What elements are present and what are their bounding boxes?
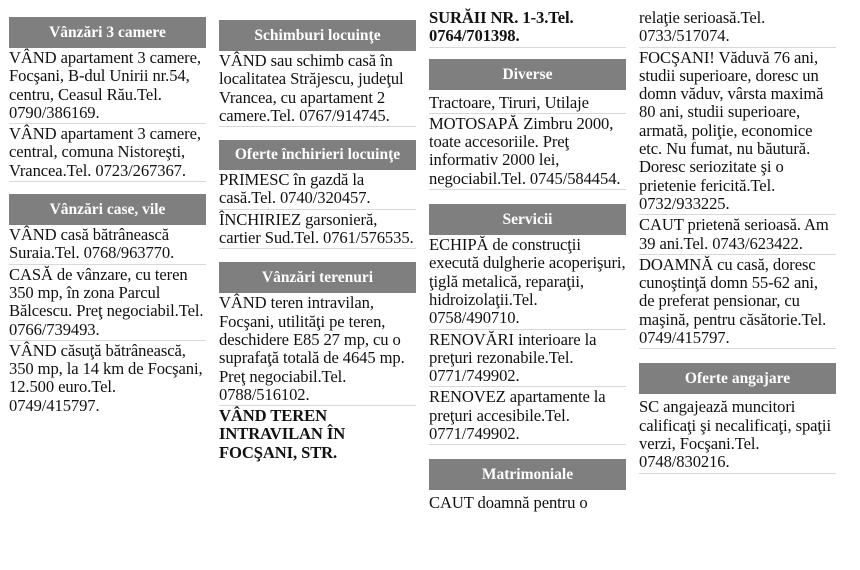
column-3 bbox=[429, 0, 626, 514]
section-header-matrimoniale: Matrimoniale bbox=[429, 459, 626, 490]
ad-item: Tractoare, Tiruri, Utilaje bbox=[429, 90, 626, 114]
ad-item: SC angajează muncitori calificaţi şi necalificaţi, spaţii verzi, Focşani.Tel. 0748/830216. bbox=[639, 394, 836, 473]
ad-item: CAUT prietenă serioasă. Am 39 ani.Tel. 0743/623422. bbox=[639, 215, 836, 255]
section-header-servicii: Servicii bbox=[429, 204, 626, 235]
section-header-vanzari-case-vile: Vânzări case, vile bbox=[9, 194, 206, 225]
ad-item: ÎNCHIRIEZ garsonieră, cartier Sud.Tel. 0761/576535. bbox=[219, 210, 416, 250]
ad-item: VÂND sau schimb casă în localitatea Străjescu, judeţul Vrancea, cu apartament 2 camere.Tel. 0767/914745. bbox=[219, 51, 416, 127]
ad-item: MOTOSAPĂ Zimbru 2000, toate accesoriile. Preţ informativ 2000 lei, negociabil.Tel. 0745/584454. bbox=[429, 114, 626, 190]
ad-item: ECHIPĂ de construcţii execută dulgherie acoperişuri, ţiglă metalică, reparaţii, hidroizolaţii.Tel. 0758/490710. bbox=[429, 235, 626, 329]
ad-item: RENOVEZ apartamente la preţuri accesibile.Tel. 0771/749902. bbox=[429, 387, 626, 445]
ad-item: VÂND căsuţă bătrânească, 350 mp, la 14 km de Focşani, 12.500 euro.Tel. 0749/415797. bbox=[9, 340, 203, 415]
ad-item: VÂND casă bătrânească Suraia.Tel. 0768/963770. bbox=[9, 225, 206, 265]
ad-item-bold: VÂND TEREN INTRAVILAN ÎN FOCŞANI, STR. bbox=[219, 406, 346, 462]
section-header-vanzari-terenuri: Vânzări terenuri bbox=[219, 262, 416, 293]
ad-item: CAUT doamnă pentru o bbox=[429, 493, 588, 513]
ad-item: VÂND apartament 3 camere, Focşani, B-dul Unirii nr.54, centru, Ceasul Rău.Tel. 0790/386169. bbox=[9, 48, 206, 124]
ad-item: RENOVĂRI interioare la preţuri rezonabile.Tel. 0771/749902. bbox=[429, 330, 626, 388]
column-1 bbox=[9, 0, 206, 416]
section-header-diverse: Diverse bbox=[429, 59, 626, 90]
ad-item: DOAMNĂ cu casă, doresc cunoştinţă domn 55-62 ani, de preferat pensionar, cu maşină, pentru căsătorie.Tel. 0749/415797. bbox=[639, 255, 836, 349]
ad-item-continued: relaţie serioasă.Tel. 0733/517074. bbox=[639, 8, 836, 48]
ad-item: FOCŞANI! Văduvă 76 ani, studii superioare, doresc un domn văduv, vârsta maximă 80 ani, studii superioare, armată, poliţie, economice etc. Nu fumat, nu băutură. Doresc seriozitate şi o prietenie fericită.Tel. 0732/933225. bbox=[639, 48, 836, 216]
section-header-schimburi-locuinte: Schimburi locuinţe bbox=[219, 20, 416, 51]
ad-item: VÂND teren intravilan, Focşani, utilităţi pe teren, deschidere E85 27 mp, cu o suprafaţă totală de 4645 mp. Preţ negociabil.Tel. 0788/516102. bbox=[219, 293, 416, 406]
section-header-oferte-inchirieri-locuinte: Oferte închirieri locuinţe bbox=[219, 140, 416, 170]
ad-item: CASĂ de vânzare, cu teren 350 mp, în zona Parcul Bălcescu. Preţ negociabil.Tel. 0766/739493. bbox=[9, 265, 206, 341]
ad-item-continued: SURĂII NR. 1-3.Tel. 0764/701398. bbox=[429, 8, 626, 48]
ad-item: VÂND apartament 3 camere, central, comuna Nistoreşti, Vrancea.Tel. 0723/267367. bbox=[9, 124, 206, 182]
column-4 bbox=[639, 0, 836, 474]
ad-item: PRIMESC în gazdă la casă.Tel. 0740/320457. bbox=[219, 170, 416, 210]
section-header-oferte-angajare: Oferte angajare bbox=[639, 363, 836, 394]
column-2 bbox=[219, 0, 416, 463]
section-header-vanzari-3-camere: Vânzări 3 camere bbox=[9, 17, 206, 48]
